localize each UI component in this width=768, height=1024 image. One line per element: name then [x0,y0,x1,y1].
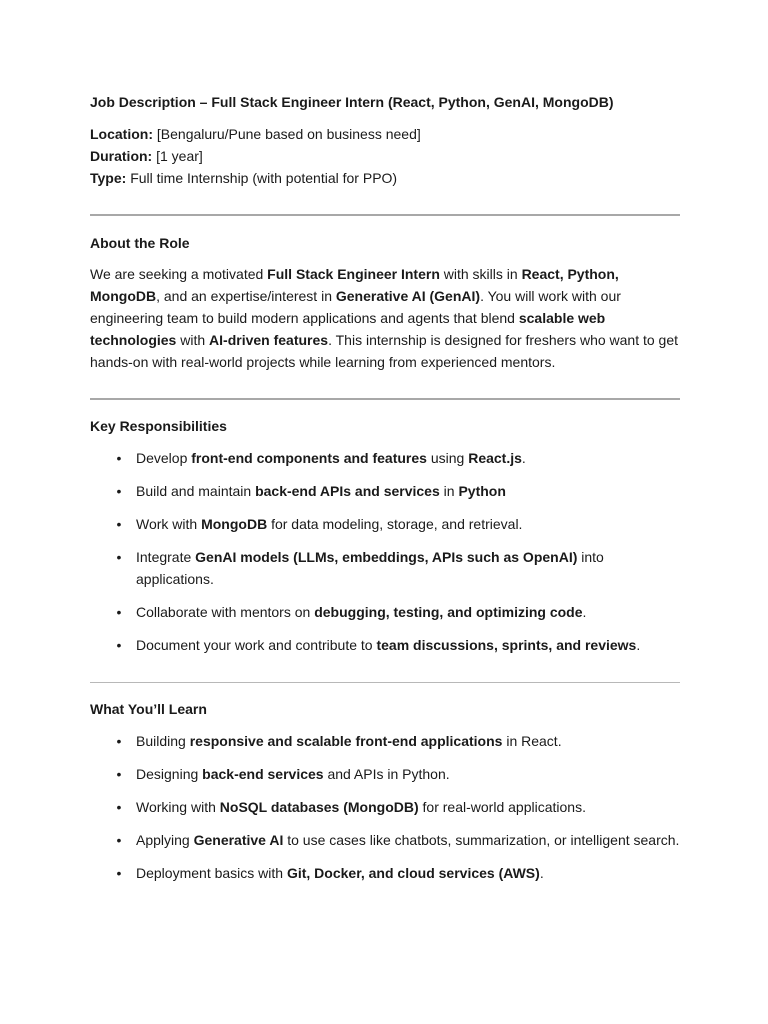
item-emphasis: team discussions, sprints, and reviews [376,637,637,653]
bullet-icon: • [116,766,122,782]
about-text: with [176,332,210,348]
meta-type-value: Full time Internship (with potential for PPO) [126,170,398,186]
meta-duration [90,145,680,167]
responsibilities-heading: Key Responsibilities [90,418,227,434]
item-text: Document your work and contribute to [136,637,377,653]
item-text: Integrate [136,549,196,565]
list-item [90,601,680,623]
document-content [90,92,680,884]
about-emphasis: React, Python, MongoDB [90,266,619,304]
item-text: . [582,604,587,620]
list-item [90,862,680,884]
list-item [90,730,680,752]
list-item [90,480,680,502]
about-emphasis: AI-driven features [209,332,329,348]
item-emphasis: Git, Docker, and cloud services (AWS) [286,865,540,881]
item-emphasis: GenAI models (LLMs, embeddings, APIs such as OpenAI) [195,549,578,565]
item-text: and APIs in Python. [323,766,450,782]
about-emphasis: Generative AI (GenAI) [335,288,481,304]
list-item [90,513,680,535]
bullet-icon: • [116,865,122,881]
meta-duration-label: Duration: [90,148,153,164]
item-text: Designing [136,766,203,782]
item-emphasis: responsive and scalable front-end applications [189,733,503,749]
item-emphasis: Python [458,483,506,499]
item-emphasis: React.js [468,450,522,466]
about-text: We are seeking a motivated [90,266,268,282]
item-emphasis: NoSQL databases (MongoDB) [219,799,419,815]
item-text: Deployment basics with [136,865,287,881]
about-text: . This internship is designed for freshers who want to get hands-on with real-world projects while learning from experienced mentors. [90,332,679,370]
bullet-icon: • [116,604,122,620]
item-text: Applying [136,832,194,848]
section-divider [90,398,680,400]
about-paragraph [90,263,680,373]
item-text: Develop [136,450,192,466]
item-text: . [521,450,526,466]
item-emphasis: Generative AI [193,832,284,848]
item-text: for real-world applications. [418,799,586,815]
list-item [90,829,680,851]
list-item [90,447,680,469]
about-emphasis: scalable web technologies [90,310,606,348]
about-text: . You will work with our engineering team to build modern applications and agents that blend [90,288,621,326]
bullet-icon: • [116,832,122,848]
bullet-icon: • [116,637,122,653]
meta-type-label: Type: [90,170,127,186]
about-heading: About the Role [90,235,190,251]
item-text: to use cases like chatbots, summarization, or intelligent search. [283,832,680,848]
responsibilities-list [90,447,680,656]
document-title: Job Description – Full Stack Engineer Intern (React, Python, GenAI, MongoDB) [90,94,614,110]
item-emphasis: back-end APIs and services [255,483,440,499]
meta-location-value: [Bengaluru/Pune based on business need] [153,126,421,142]
item-emphasis: MongoDB [201,516,268,532]
meta-location-label: Location: [90,126,153,142]
meta-location [90,123,680,145]
item-text: using [426,450,469,466]
item-emphasis: back-end services [202,766,324,782]
bullet-icon: • [116,733,122,749]
item-text: in React. [502,733,562,749]
item-text: Work with [136,516,202,532]
section-divider [90,214,680,216]
learn-list [90,730,680,884]
list-item [90,763,680,785]
item-text: Working with [136,799,220,815]
item-text: Building [136,733,190,749]
list-item [90,634,680,656]
item-text: . [636,637,641,653]
learn-heading: What You’ll Learn [90,701,207,717]
item-text: into applications. [136,549,604,587]
item-text: in [439,483,459,499]
list-item [90,546,680,590]
meta-type [90,167,680,189]
list-item [90,796,680,818]
bullet-icon: • [116,549,122,565]
item-text: Build and maintain [136,483,256,499]
bullet-icon: • [116,450,122,466]
about-text: with skills in [439,266,522,282]
item-text: Collaborate with mentors on [136,604,315,620]
meta-duration-value: [1 year] [152,148,203,164]
about-text: , and an expertise/interest in [156,288,336,304]
about-emphasis: Full Stack Engineer Intern [267,266,440,282]
section-divider [90,682,680,683]
item-text: for data modeling, storage, and retrieval. [267,516,523,532]
bullet-icon: • [116,799,122,815]
bullet-icon: • [116,516,122,532]
item-text: . [539,865,544,881]
bullet-icon: • [116,483,122,499]
item-emphasis: debugging, testing, and optimizing code [314,604,583,620]
item-emphasis: front-end components and features [191,450,427,466]
